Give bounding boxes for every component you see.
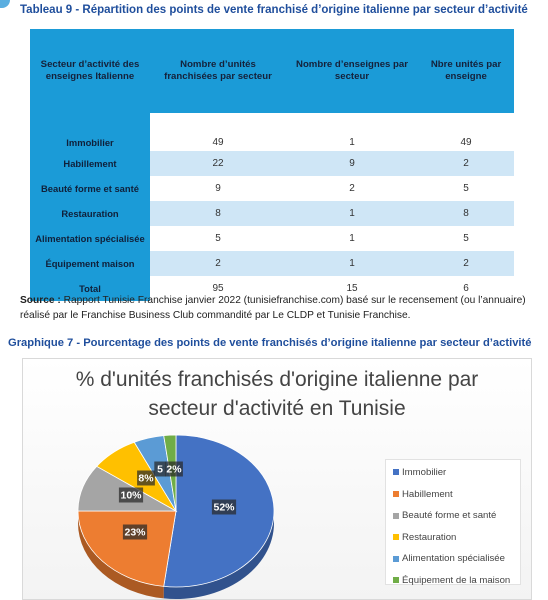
row-label: Équipement maison: [30, 251, 150, 276]
legend-label: Équipement de la maison: [402, 574, 511, 586]
legend-swatch: [393, 556, 399, 562]
legend-item-alimentation: [393, 548, 520, 570]
cell-per-brand: 5: [418, 226, 514, 251]
cell-units: 2: [150, 251, 286, 276]
data-label: 2%: [166, 463, 182, 476]
legend-swatch: [393, 491, 399, 497]
source-text: Rapport Tunisie Franchise janvier 2022 (tunisiefranchise.com) basé sur le recensement (ou l’annuaire) réalisé par le Franchise Business Club commandité par Le CLDP et Tunisie Franchise.: [20, 295, 526, 321]
cell-total-units: 95: [150, 276, 286, 301]
row-label: Restauration: [30, 201, 150, 226]
legend-swatch: [393, 534, 399, 540]
cell-brands: 1: [286, 201, 418, 226]
cell-brands: 2: [286, 176, 418, 201]
cell-per-brand: 5: [418, 176, 514, 201]
legend-label: Alimentation spécialisée: [402, 553, 505, 565]
cell-per-brand: 8: [418, 201, 514, 226]
cell-total-per-brand: 6: [418, 276, 514, 301]
row-label-total: Total: [30, 276, 150, 301]
pie-slice: [78, 511, 176, 586]
legend-swatch: [393, 469, 399, 475]
legend-label: Restauration: [402, 531, 457, 543]
cell-units: 8: [150, 201, 286, 226]
legend-item-immobilier: [393, 462, 520, 484]
row-label: Alimentation spécialisée: [30, 226, 150, 251]
cell-units: 9: [150, 176, 286, 201]
cell-total-brands: 15: [286, 276, 418, 301]
table-header-per-brand: Nbre unités par enseigne: [418, 29, 514, 113]
legend-item-restauration: [393, 527, 520, 549]
pie-slices: [78, 435, 274, 587]
table-header-units: Nombre d’unités franchisées par secteur: [150, 29, 286, 113]
chart-heading: Graphique 7 - Pourcentage des points de vente franchisés d’origine italienne par secteur d’activité: [8, 337, 532, 349]
legend-item-habillement: [393, 484, 520, 506]
legend-swatch: [393, 577, 399, 583]
cell-brands: 1: [286, 226, 418, 251]
legend-label: Beauté forme et santé: [402, 510, 497, 522]
legend-label: Immobilier: [402, 467, 447, 478]
cell-brands: 1: [286, 251, 418, 276]
source-label: Source :: [20, 295, 61, 306]
table-header-brands: Nombre d’enseignes par secteur: [286, 29, 418, 113]
cell-brands: 9: [286, 151, 418, 176]
cell-brands: 1: [286, 113, 418, 151]
table-title: Tableau 9 - Répartition des points de vente franchisé d’origine italienne par secteur d’activité: [20, 4, 528, 16]
cell-per-brand: 49: [418, 113, 514, 151]
data-label: 52%: [213, 501, 235, 514]
data-label: 23%: [124, 526, 146, 539]
row-label: Beauté forme et santé: [30, 176, 150, 201]
table-header-sector: Secteur d’activité des enseignes Italienne: [30, 29, 150, 113]
chart-title-line-1: % d'unités franchisés d'origine italienne par: [75, 368, 479, 391]
data-label: 5: [157, 463, 163, 476]
legend-item-beaute: [393, 505, 520, 527]
data-label: 10%: [120, 489, 142, 502]
cell-units: 49: [150, 113, 286, 151]
chart-legend: [385, 459, 521, 585]
legend-swatch: [393, 513, 399, 519]
legend-label: Habillement: [402, 488, 453, 500]
cell-units: 5: [150, 226, 286, 251]
chart-title-line-2: secteur d'activité en Tunisie: [148, 397, 406, 420]
cell-units: 22: [150, 151, 286, 176]
cell-per-brand: 2: [418, 251, 514, 276]
row-label: Immobilier: [30, 113, 150, 151]
data-label: 8%: [138, 472, 154, 485]
row-label: Habillement: [30, 151, 150, 176]
cell-per-brand: 2: [418, 151, 514, 176]
legend-item-equipement: [393, 570, 520, 592]
